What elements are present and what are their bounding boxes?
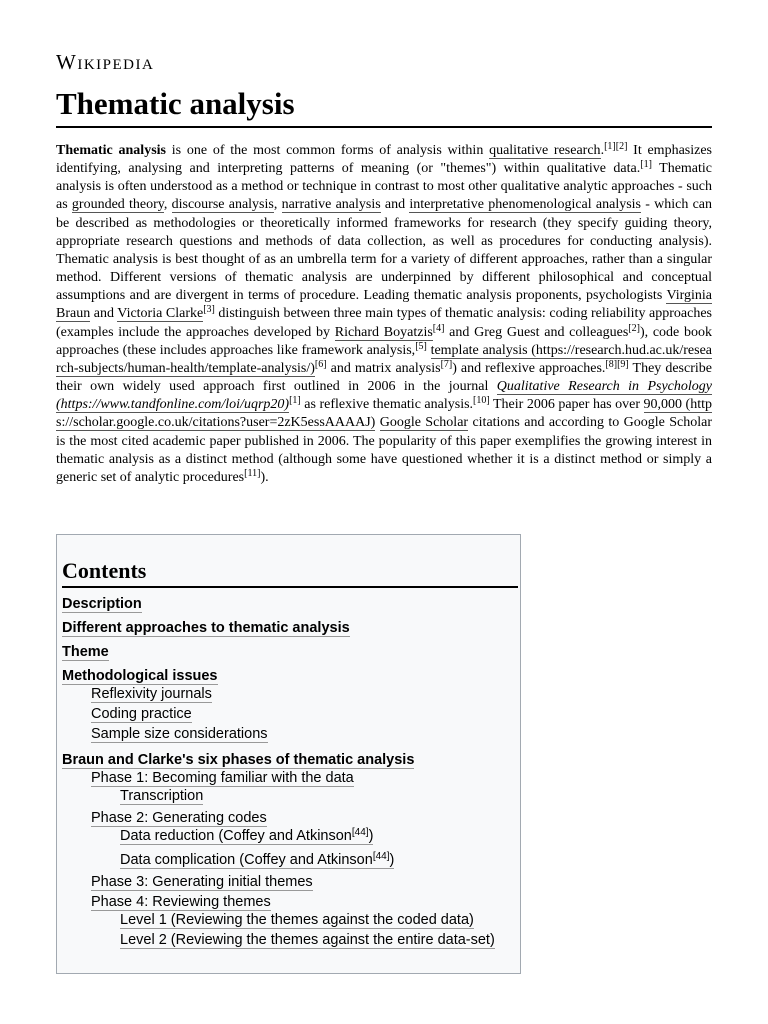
toc-item[interactable] <box>62 619 350 637</box>
toc-item-label: Phase 1: Becoming familiar with the data <box>91 770 354 786</box>
table-of-contents <box>56 534 521 974</box>
citation-ref[interactable]: [11] <box>244 467 261 479</box>
toc-item[interactable] <box>91 809 267 827</box>
toc-item[interactable] <box>120 911 474 929</box>
toc-item[interactable] <box>62 595 142 613</box>
citation-ref[interactable]: [4] <box>432 322 445 334</box>
toc-item-label: Transcription <box>120 788 204 804</box>
link-narrative-analysis[interactable]: narrative analysis <box>281 197 381 213</box>
toc-item[interactable] <box>62 667 218 685</box>
citation-ref[interactable]: [2] <box>628 322 640 334</box>
toc-item-label: Level 2 (Reviewing the themes against the entire data-set) <box>120 932 495 948</box>
citation-ref[interactable]: [10] <box>473 395 490 407</box>
toc-item-tail: ) <box>389 852 395 868</box>
citation-ref[interactable]: [9] <box>617 358 629 370</box>
toc-item-label <box>120 852 394 869</box>
link-interpretative-phenomenological-analysis[interactable]: interpretative phenomenological analysis <box>409 197 641 213</box>
citation-ref[interactable]: [1] <box>604 141 616 152</box>
wikipedia-logo[interactable]: Wikipedia <box>56 50 155 74</box>
citation-ref[interactable]: [2] <box>615 141 628 152</box>
link-virginia-braun[interactable]: Virginia Braun <box>56 288 712 322</box>
link-template-analysis[interactable]: template analysis (https://research.hud.ac.uk/research-subjects/human-health/template-analysis/) <box>56 342 713 376</box>
toc-item[interactable] <box>62 643 109 661</box>
toc-item-label: Phase 2: Generating codes <box>91 810 267 826</box>
citation-ref[interactable]: [44] <box>372 851 390 862</box>
toc-item[interactable] <box>91 685 212 703</box>
link-victoria-clarke[interactable]: Victoria Clarke <box>117 306 204 322</box>
link-discourse-analysis[interactable]: discourse analysis <box>171 197 274 213</box>
toc-item-label: Coding practice <box>91 706 192 722</box>
citation-ref[interactable]: [44] <box>351 827 369 838</box>
toc-item[interactable] <box>120 931 495 949</box>
intro-paragraph: Thematic analysis is one of the most common forms of analysis within qualitative research.[1][2] It emphasizes identifying, analysing and interpreting patterns of meaning (or "themes") within qualitative data.[1] Thematic analysis is often understood as a method or technique in contrast to most other qualitative analytic approaches - such as grounded theory, discourse analysis, narrative analysis and interpretative phenomenological analysis - which can be described as methodologies or theoretically informed frameworks for research (they specify guiding theory, appropriate research questions and methods of data collection, as well as procedures for conducting analysis). Thematic analysis is best thought of as an umbrella term for a variety of different approaches, rather than a singular method. Different versions of thematic analysis are underpinned by different philosophical and conceptual assumptions and are divergent in terms of procedure. Leading thematic analysis proponents, psychologists Virginia Braun and Victoria Clarke[3] distinguish between three main types of thematic analysis: coding reliability approaches (examples include the approaches developed by Richard Boyatzis[4] and Greg Guest and colleagues[2]), code book approaches (these includes approaches like framework analysis,[5] template analysis (https://research.hud.ac.uk/research-subjects/human-health/template-analysis/)[6] and matrix analysis[7]) and reflexive approaches.[8][9] They describe their own widely used approach first outlined in 2006 in the journal Qualitative Research in Psychology (https://www.tandfonline.com/loi/uqrp20)[1] as reflexive thematic analysis.[10] Their 2006 paper has over 90,000 (https://scholar.google.co.uk/citations?user=2zK5essAAAAJ) Google Scholar citations and according to Google Scholar is the most cited academic paper published in 2006. The popularity of this paper exemplifies the growing interest in thematic analysis as a distinct method (although some have questioned whether it is a distinct method or simply a generic set of analytic procedures[11]). <box>56 141 713 485</box>
link-qualitative-research[interactable]: qualitative research <box>489 143 601 158</box>
page-title: Thematic analysis <box>56 86 295 121</box>
toc-item-label: Description <box>62 596 142 612</box>
toc-item[interactable] <box>120 827 373 845</box>
toc-item[interactable] <box>91 893 271 911</box>
link-grounded-theory[interactable]: grounded theory <box>71 197 164 213</box>
toc-item[interactable] <box>91 769 354 787</box>
toc-item-tail: ) <box>368 828 374 844</box>
toc-item-label <box>120 828 373 845</box>
toc-heading: Contents <box>62 558 147 583</box>
citation-ref[interactable]: [8] <box>605 358 618 370</box>
toc-item-label: Phase 3: Generating initial themes <box>91 874 313 890</box>
citation-ref[interactable]: [7] <box>440 358 453 370</box>
toc-item-label: Methodological issues <box>62 668 218 684</box>
link-richard-boyatzis[interactable]: Richard Boyatzis <box>334 324 433 340</box>
citation-ref[interactable]: [1] <box>289 395 301 407</box>
toc-item-label: Reflexivity journals <box>91 686 212 702</box>
toc-item-text: Data complication (Coffey and Atkinson <box>120 852 373 868</box>
link-google-scholar[interactable]: Google Scholar <box>379 415 469 431</box>
toc-divider <box>62 586 518 588</box>
toc-item-label: Sample size considerations <box>91 726 268 742</box>
toc-item[interactable] <box>91 873 313 891</box>
toc-item[interactable] <box>120 851 394 869</box>
toc-item[interactable] <box>120 787 203 805</box>
toc-item-label: Phase 4: Reviewing themes <box>91 894 271 910</box>
link-citation-count[interactable]: 90,000 (https://scholar.google.co.uk/citations?user=2zK5essAAAAJ) <box>56 397 712 431</box>
toc-item[interactable] <box>91 705 192 723</box>
citation-ref[interactable]: [1] <box>640 159 652 171</box>
citation-ref[interactable]: [6] <box>314 358 327 370</box>
toc-item[interactable] <box>91 725 268 743</box>
toc-item-label: Different approaches to thematic analysis <box>62 620 350 636</box>
toc-item[interactable] <box>62 751 414 769</box>
citation-ref[interactable]: [5] <box>415 340 427 352</box>
link-journal[interactable]: Qualitative Research in Psychology (https://www.tandfonline.com/loi/uqrp20) <box>56 379 712 413</box>
title-divider <box>56 126 712 128</box>
toc-item-label: Theme <box>62 644 109 660</box>
citation-ref[interactable]: [3] <box>203 304 215 316</box>
lead-term: Thematic analysis <box>56 143 166 158</box>
toc-item-label: Braun and Clarke's six phases of thematic analysis <box>62 752 415 768</box>
toc-item-text: Data reduction (Coffey and Atkinson <box>120 828 352 844</box>
toc-item-label: Level 1 (Reviewing the themes against the coded data) <box>120 912 474 928</box>
